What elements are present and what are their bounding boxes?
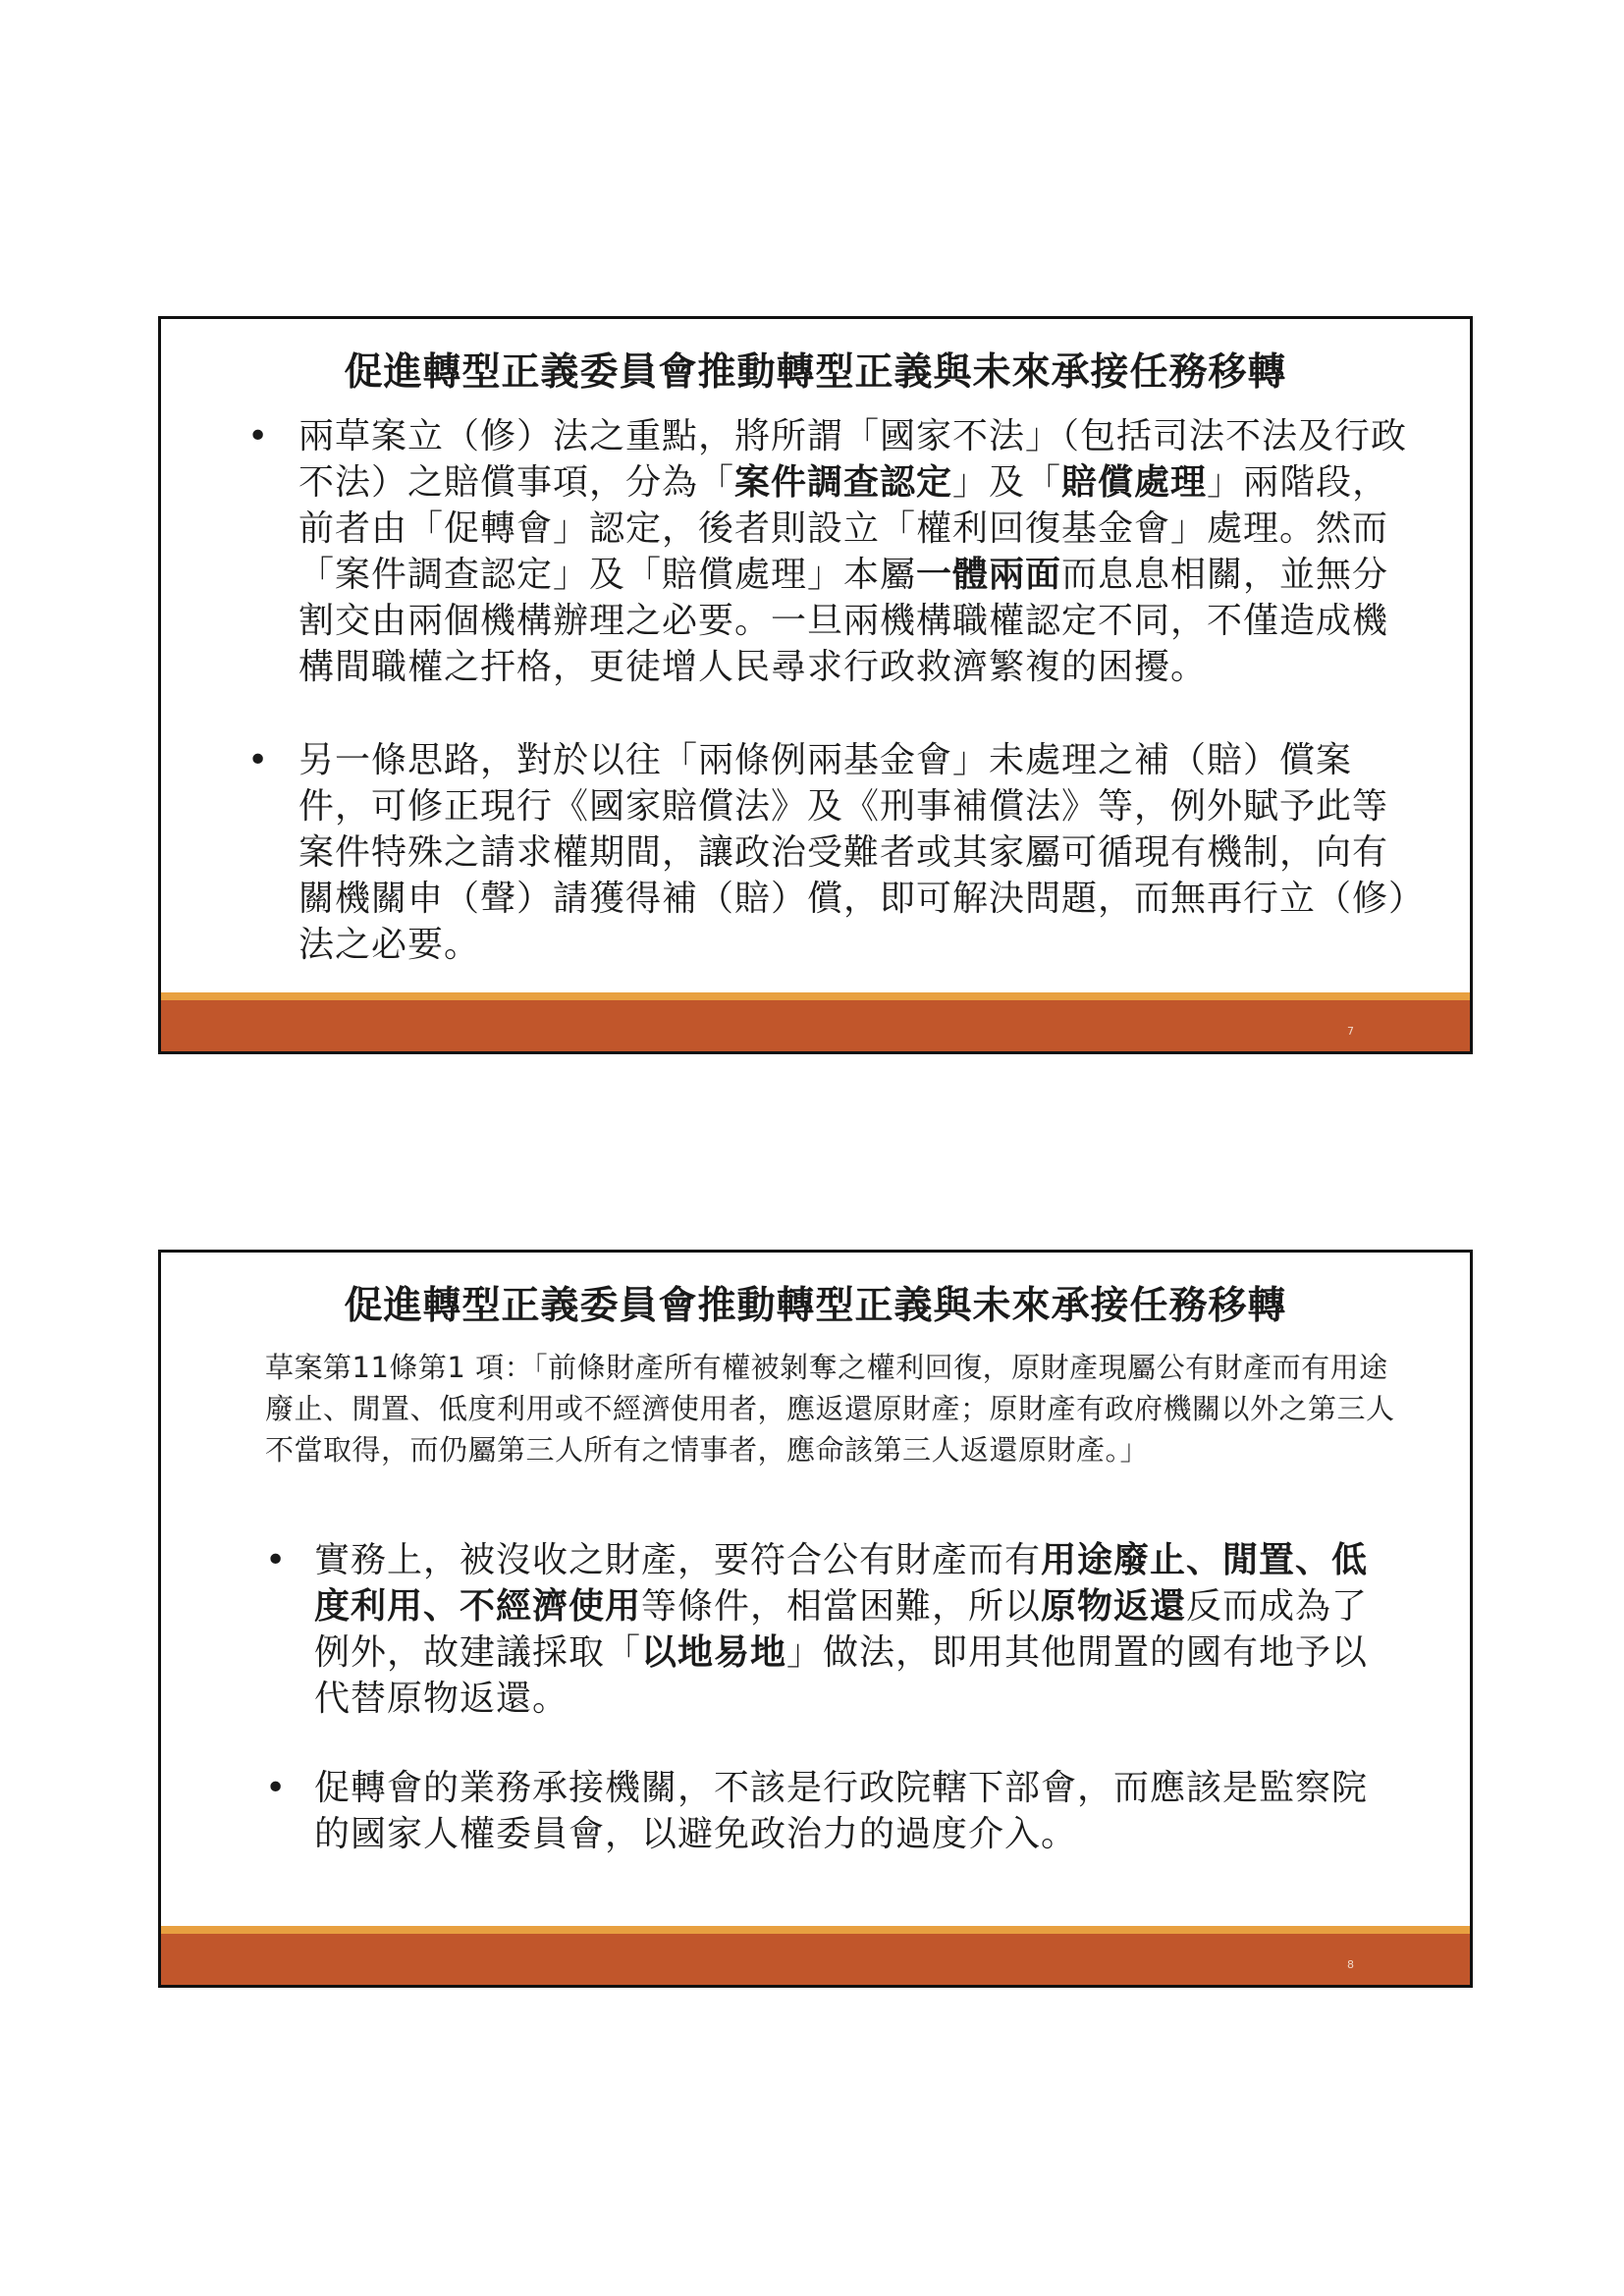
text-run: 」做法，即用其他閒置的國有地予以代替原物返還。: [314, 1632, 1369, 1719]
bullet-icon: •: [247, 416, 270, 456]
bullet-list: [161, 413, 1470, 968]
bullet-text: 促轉會的業務承接機關，不該是行政院轄下部會，而應該是監察院 的國家人權委員會，以避免政治力的過度介入。: [314, 1768, 1369, 1854]
text-run: 」及「: [952, 462, 1062, 503]
footer-band: [161, 1926, 1470, 1985]
bold-text: 用途廢止、閒置、低度利用、不經濟使用: [314, 1540, 1369, 1627]
bullet-item: [161, 737, 1470, 968]
bullet-item: [161, 1537, 1470, 1722]
text-run: 等條件，相當困難，所以: [641, 1586, 1042, 1627]
bullet-icon: •: [265, 1768, 288, 1808]
bold-text: 原物返還: [1041, 1586, 1187, 1627]
bold-text: 案件調查認定: [734, 462, 953, 503]
footer-band: [161, 992, 1470, 1051]
slide-7: [158, 316, 1473, 1054]
bullet-icon: •: [247, 740, 270, 780]
bullet-item: [161, 1765, 1470, 1857]
bold-text: 賠償處理: [1061, 462, 1208, 503]
page-number: 7: [1347, 1025, 1354, 1038]
draft-article-quote: 草案第11條第1 項：「前條財產所有權被剝奪之權利回復，原財產現屬公有財產而有用途廢止、閒置、低度利用或不經濟使用者，應返還原財產；原財產有政府機關以外之第三人不當取得，而仍屬第三人所有之情事者，應命該第三人返還原財產。」: [265, 1351, 1395, 1467]
bullet-text: [298, 413, 1408, 690]
bullet-text: 另一條思路，對於以往「兩條例兩基金會」未處理之補（賠）償案件，可修正現行《國家賠償法》及《刑事補償法》等，例外賦予此等案件特殊之請求權期間，讓政治受難者或其家屬可循現有機制，向有關機關申（聲）請獲得補（賠）償，即可解決問題，而無再行立（修）法之必要。: [298, 740, 1408, 965]
slide-title: 促進轉型正義委員會推動轉型正義與未來承接任務移轉: [344, 350, 1287, 395]
text-run: 而息息相關，並無分割交由兩個機構辦理之必要。一旦兩機構職權認定不同，不僅造成機構間職權之扞格，更徒增人民尋求行政救濟繁複的困擾。: [298, 555, 1389, 687]
bullet-list: [161, 1537, 1470, 1857]
bullet-text: [314, 1537, 1404, 1722]
bullet-icon: •: [265, 1540, 288, 1580]
bold-text: 一體兩面: [916, 555, 1062, 595]
bold-text: 以地易地: [641, 1632, 787, 1673]
page-number: 8: [1347, 1958, 1354, 1971]
text-run: 」兩階段，前者由「促轉會」認定，後者則設立「權利回復基金會」處理。然而「案件調查認定」及「賠償處理」本屬: [298, 462, 1389, 595]
text-run: 實務上，被沒收之財產，要符合公有財產而有: [314, 1540, 1042, 1580]
slide-title: 促進轉型正義委員會推動轉型正義與未來承接任務移轉: [344, 1284, 1287, 1328]
bullet-item: [161, 413, 1470, 690]
text-run: 兩草案立（修）法之重點，將所謂「國家不法」（包括司法不法及行政不法）之賠償事項，分為「: [298, 416, 1408, 503]
text-run: 反而成為了例外，故建議採取「: [314, 1586, 1369, 1673]
slide-8: [158, 1250, 1473, 1988]
